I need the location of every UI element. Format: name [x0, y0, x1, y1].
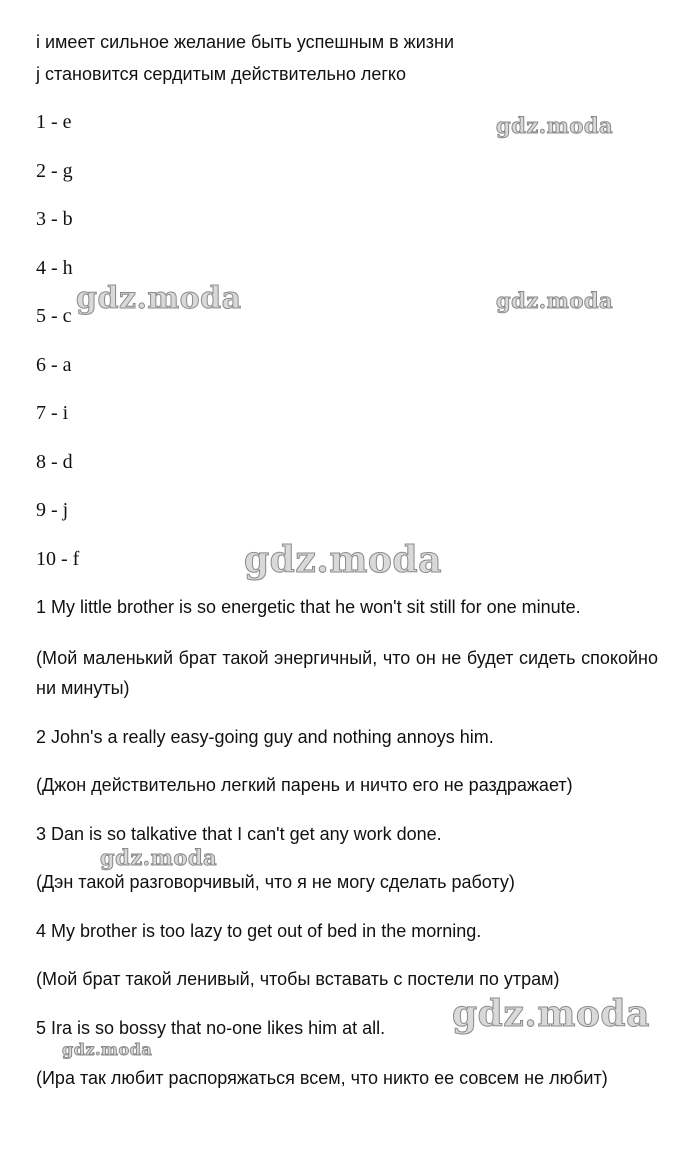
match-item: 1 - e — [36, 111, 72, 133]
sentence-en-5: 5 Ira is so bossy that no-one likes him at all. — [36, 1018, 386, 1038]
sentence-ru-4: (Мой брат такой ленивый, чтобы вставать с постели по утрам) — [36, 969, 560, 989]
sentence-en-3: 3 Dan is so talkative that I can't get any work done. — [36, 824, 442, 844]
watermark: gdz.moda — [62, 1040, 153, 1059]
match-item: 10 - f — [36, 548, 80, 570]
sentence-ru-1: (Мой маленький брат такой энергичный, что он не будет сидеть спокойно ни минуты) — [36, 648, 658, 698]
match-item: 2 - g — [36, 160, 73, 182]
watermark: gdz.moda — [244, 539, 442, 581]
watermark: gdz.moda — [496, 288, 614, 313]
watermark: gdz.moda — [496, 113, 614, 138]
sentence-ru-2: (Джон действительно легкий парень и ничто его не раздражает) — [36, 775, 573, 795]
match-item: 9 - j — [36, 499, 69, 521]
sentence-ru-3: (Дэн такой разговорчивый, что я не могу сделать работу) — [36, 872, 515, 892]
sentence-ru-5: (Ира так любит распоряжаться всем, что никто ее совсем не любит) — [36, 1068, 608, 1088]
sentence-en-2: 2 John's a really easy-going guy and nothing annoys him. — [36, 727, 494, 747]
sentence-en-1: 1 My little brother is so energetic that he won't sit still for one minute. — [36, 597, 581, 617]
match-item: 6 - a — [36, 354, 72, 376]
match-item: 5 - c — [36, 305, 72, 327]
match-item: 7 - i — [36, 402, 69, 424]
watermark: gdz.moda — [100, 845, 218, 870]
sentence-en-4: 4 My brother is too lazy to get out of bed in the morning. — [36, 921, 482, 941]
intro-line-j: j становится сердитым действительно легко — [36, 64, 407, 84]
match-item: 3 - b — [36, 208, 73, 230]
watermark: gdz.moda — [452, 993, 650, 1035]
match-item: 4 - h — [36, 257, 73, 279]
intro-line-i: i имеет сильное желание быть успешным в жизни — [36, 32, 454, 52]
match-item: 8 - d — [36, 451, 73, 473]
watermark: gdz.moda — [76, 281, 242, 316]
